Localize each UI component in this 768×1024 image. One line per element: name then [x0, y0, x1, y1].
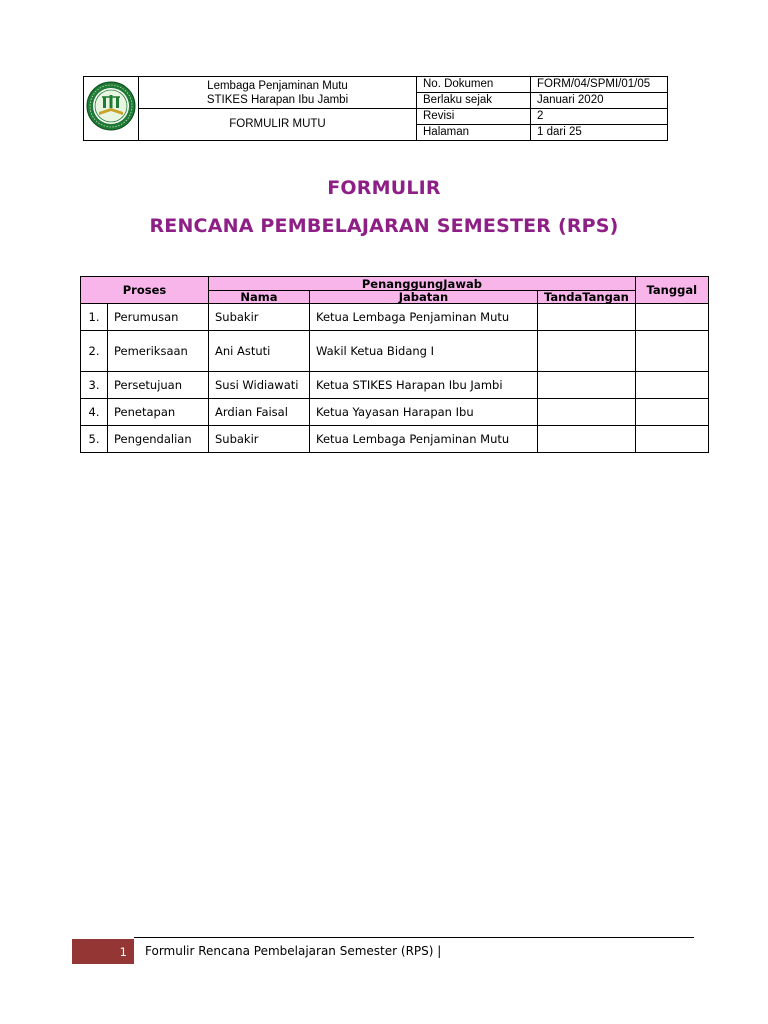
table-row: [81, 426, 709, 453]
row-jabatan: Wakil Ketua Bidang I: [310, 331, 538, 372]
row-tanggal[interactable]: [635, 331, 708, 372]
institution-line-1: Lembaga Penjaminan Mutu: [207, 79, 348, 92]
row-number: 2.: [81, 331, 108, 372]
footer-title: Formulir Rencana Pembelajaran Semester (RPS) |: [145, 944, 442, 958]
row-proses: Penetapan: [108, 399, 209, 426]
document-header-table: [83, 76, 668, 141]
document-subtitle: RENCANA PEMBELAJARAN SEMESTER (RPS): [149, 215, 619, 237]
institution-line-2: STIKES Harapan Ibu Jambi: [206, 93, 349, 106]
row-proses: Persetujuan: [108, 372, 209, 399]
header-proses: Proses: [81, 277, 209, 304]
row-nama: Susi Widiawati: [209, 372, 310, 399]
header-jabatan: Jabatan: [310, 291, 538, 304]
row-number: 1.: [81, 304, 108, 331]
row-tanda-tangan[interactable]: [538, 426, 636, 453]
row-tanggal[interactable]: [635, 372, 708, 399]
row-tanda-tangan[interactable]: [538, 399, 636, 426]
row-nama: Subakir: [209, 426, 310, 453]
row-tanggal[interactable]: [635, 426, 708, 453]
form-type: FORMULIR MUTU: [139, 109, 417, 141]
row-jabatan: Ketua Yayasan Harapan Ibu: [310, 399, 538, 426]
row-jabatan: Ketua STIKES Harapan Ibu Jambi: [310, 372, 538, 399]
header-penanggung-jawab: PenanggungJawab: [209, 277, 636, 291]
document-title: FORMULIR: [327, 177, 441, 199]
table-row: [81, 304, 709, 331]
row-nama: Ardian Faisal: [209, 399, 310, 426]
row-jabatan: Ketua Lembaga Penjaminan Mutu: [310, 304, 538, 331]
footer-divider: [134, 937, 694, 938]
row-tanda-tangan[interactable]: [538, 372, 636, 399]
footer-page-number: 1: [72, 939, 134, 964]
row-nama: Ani Astuti: [209, 331, 310, 372]
row-number: 4.: [81, 399, 108, 426]
row-proses: Perumusan: [108, 304, 209, 331]
row-jabatan: Ketua Lembaga Penjaminan Mutu: [310, 426, 538, 453]
row-tanggal[interactable]: [635, 399, 708, 426]
row-number: 3.: [81, 372, 108, 399]
table-row: [81, 331, 709, 372]
row-tanda-tangan[interactable]: [538, 331, 636, 372]
row-proses: Pengendalian: [108, 426, 209, 453]
row-tanggal[interactable]: [635, 304, 708, 331]
institution-logo-icon: [85, 80, 137, 132]
table-row: [81, 372, 709, 399]
header-tanggal: Tanggal: [635, 277, 708, 304]
header-label-no-dokumen: No. Dokumen: [417, 77, 531, 93]
table-row: [81, 399, 709, 426]
header-label-revisi: Revisi: [417, 109, 531, 125]
row-tanda-tangan[interactable]: [538, 304, 636, 331]
row-number: 5.: [81, 426, 108, 453]
header-value-berlaku: Januari 2020: [531, 93, 668, 109]
header-value-revisi: 2: [531, 109, 668, 125]
header-tanda-tangan: TandaTangan: [538, 291, 636, 304]
row-nama: Subakir: [209, 304, 310, 331]
institution-name: [139, 77, 417, 109]
header-label-berlaku: Berlaku sejak: [417, 93, 531, 109]
header-label-halaman: Halaman: [417, 125, 531, 141]
header-value-no-dokumen: FORM/04/SPMI/01/05: [531, 77, 668, 93]
header-nama: Nama: [209, 291, 310, 304]
approval-table: [80, 276, 709, 453]
logo-cell: [84, 77, 139, 141]
header-value-halaman: 1 dari 25: [531, 125, 668, 141]
row-proses: Pemeriksaan: [108, 331, 209, 372]
